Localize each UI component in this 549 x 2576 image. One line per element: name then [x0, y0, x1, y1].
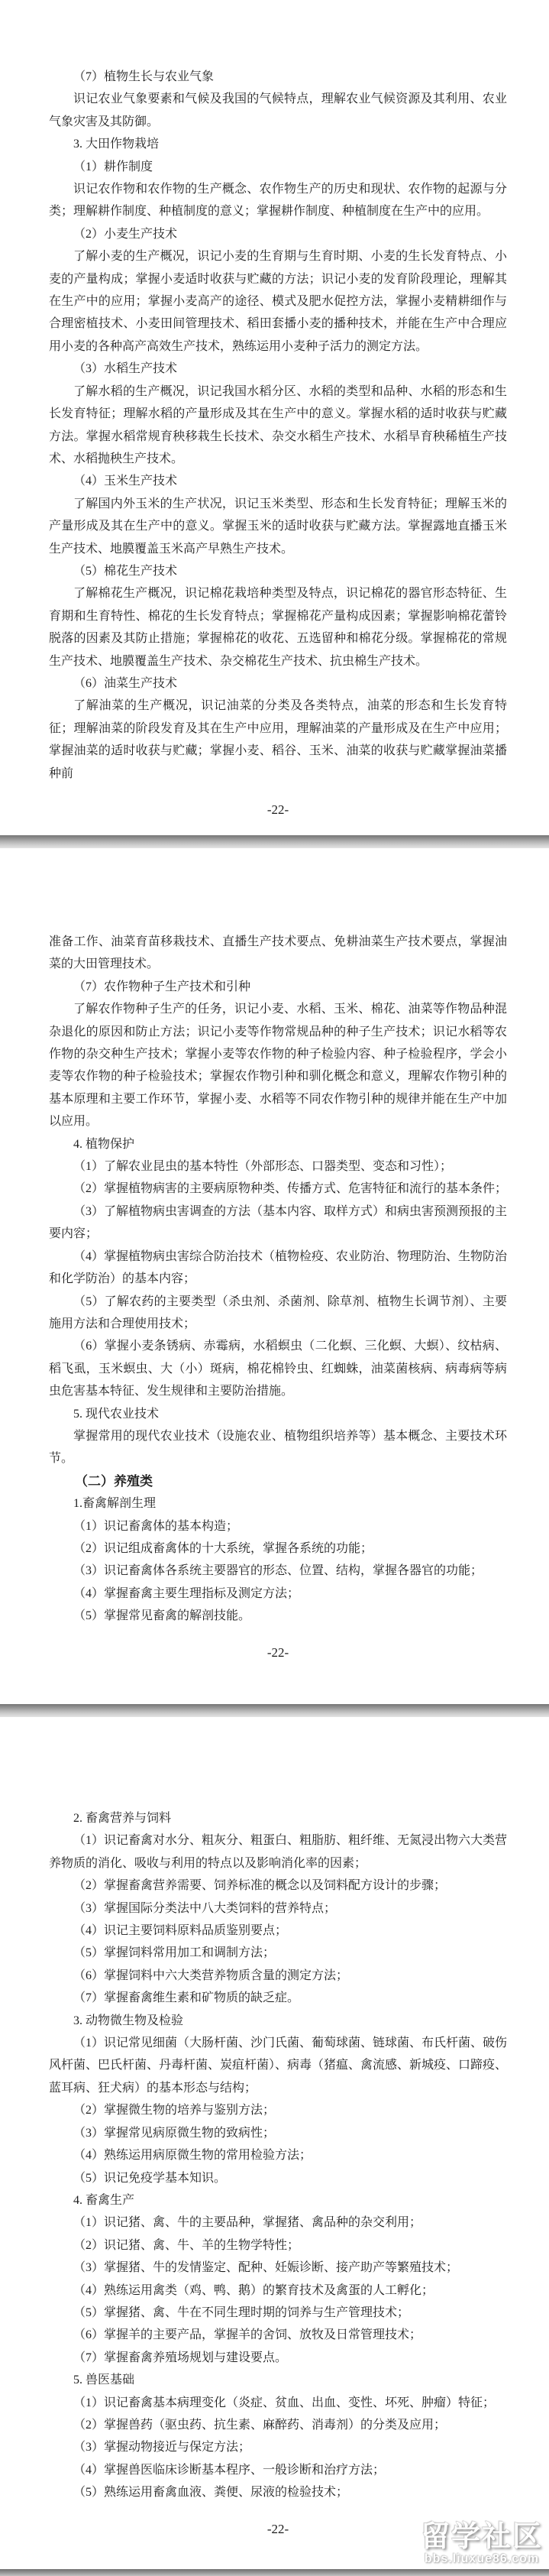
paragraph: 了解农作物种子生产的任务，识记小麦、水稻、玉米、棉花、油菜等作物品种混杂退化的原因和防止方法；识记小麦等作物常规品种的种子生产技术；识记水稻等农作物的杂交种生产技术；掌握小麦等农作物的种子检验内容、种子检验程序，学会小麦等农作物的种子检验技术；掌握农作物引种和驯化概念和意义，理解农作物引种的基本原理和主要工作环节，掌握小麦、水稻等不同农作物引种的规律并能在生产中加以应用。	[49, 1003, 507, 1129]
paragraph: （4）熟练运用禽类（鸡、鸭、鹅）的繁育技术及禽蛋的人工孵化；	[73, 2283, 434, 2297]
paragraph: 了解水稻的生产概况，识记我国水稻分区、水稻的类型和品种、水稻的形态和生长发育特征；理解水稻的产量形成及其在生产中的意义。掌握水稻的适时收获与贮藏方法。掌握水稻常规育秧移栽生长技术、杂交水稻生产技术、水稻旱育秧稀植生产技术、水稻抛秧生产技术。	[49, 384, 507, 465]
paragraph: （7）农作物种子生产技术和引种	[73, 980, 251, 993]
paragraph: （4）玉米生产技术	[73, 475, 178, 488]
paragraph: 1.畜禽解剖生理	[73, 1497, 157, 1511]
paragraph: 2. 畜禽营养与饲料	[73, 1812, 172, 1825]
page-1	[0, 0, 549, 835]
paragraph: （3）掌握常见病原微生物的致病性；	[73, 2126, 276, 2140]
paragraph: （2）识记猪、禽、牛、羊的生物学特性；	[73, 2238, 300, 2252]
bottom-bar	[0, 2569, 549, 2576]
paragraph: （3）掌握国际分类法中八大类饲料的营养特点；	[73, 1901, 337, 1915]
paragraph: （7）植物生长与农业气象	[73, 70, 215, 83]
paragraph: （4）掌握兽医临床诊断基本程序、一般诊断和治疗方法；	[73, 2463, 386, 2477]
paragraph: （3）识记畜禽体各系统主要器官的形态、位置、结构，掌握各器官的功能；	[73, 1564, 483, 1578]
paragraph: 了解小麦的生产概况，识记小麦的生育期与生育时期、小麦的生长发育特点、小麦的产量构成；掌握小麦适时收获与贮藏的方法；识记小麦的发育阶段理论，理解其在生产中的应用；掌握小麦高产的途径、模式及肥水促控方法，掌握小麦精耕细作与合理密植技术、小麦田间管理技术、稻田套播小麦的播种技术，并能在生产中合理应用小麦的各种高产高效生产技术，熟练运用小麦种子活力的测定方法。	[49, 250, 507, 353]
paragraph: （1）了解农业昆虫的基本特性（外部形态、口器类型、变态和习性）；	[73, 1160, 453, 1174]
watermark-url: bbs.liuxue86.com	[424, 2552, 540, 2565]
paragraph: 了解棉花生产概况，识记棉花栽培种类型及特点，识记棉花的器官形态特征、生育期和生育特性、棉花的生长发育特点；掌握棉花产量构成因素；掌握影响棉花蕾铃脱落的因素及其防止措施；掌握棉花的收花、五选留种和棉花分级。掌握棉花的常规生产技术、地膜覆盖生产技术、杂交棉花生产技术、抗虫棉生产技术。	[49, 587, 507, 668]
paragraph: 3. 大田作物栽培	[73, 138, 160, 151]
paragraph: 5. 兽医基础	[73, 2373, 135, 2387]
paragraph: 3. 动物微生物及检验	[73, 2014, 184, 2027]
paragraph: （1）识记畜禽对水分、粗灰分、粗蛋白、粗脂肪、粗纤维、无氮浸出物六大类营养物质的消化、吸收与利用的特点以及影响消化率的因素；	[49, 1834, 508, 1870]
paragraph: （5）识记免疫学基本知识。	[73, 2171, 227, 2185]
paragraph: （2）小麦生产技术	[73, 227, 178, 241]
paragraph: 了解油菜的生产概况，识记油菜的分类及各类特点，油菜的形态和生长发育特征；理解油菜的阶段发育及其在生产中应用，理解油菜的产量形成及在生产中应用；掌握油菜的适时收获与贮藏；掌握小麦、稻谷、玉米、油菜的收获与贮藏掌握油菜播种前	[49, 699, 507, 780]
paragraph: （5）棉花生产技术	[73, 564, 178, 578]
paragraph: （5）了解农药的主要类型（杀虫剂、杀菌剂、除草剂、植物生长调节剂）、主要施用方法和合理使用技术；	[49, 1294, 507, 1330]
paragraph: 4. 畜禽生产	[73, 2193, 135, 2207]
paragraph: （3）水稻生产技术	[73, 362, 178, 376]
page-3-content	[49, 1807, 507, 2504]
paragraph: （4）掌握植物病虫害综合防治技术（植物检疫、农业防治、物理防治、生物防治和化学防治）的基本内容；	[49, 1249, 508, 1286]
paragraph: （5）掌握常见畜禽的解剖技能。	[73, 1609, 251, 1623]
paragraph: （2）识记组成畜禽体的十大系统，掌握各系统的功能；	[73, 1541, 373, 1555]
paragraph: （3）掌握猪、牛的发情鉴定、配种、妊娠诊断、接产助产等繁殖技术；	[73, 2261, 459, 2275]
page-2-content	[49, 931, 507, 1628]
paragraph: （2）掌握微生物的培养与鉴别方法；	[73, 2104, 276, 2118]
paragraph: （6）掌握饲料中六大类营养物质含量的测定方法；	[73, 1968, 349, 1982]
page-number: -22-	[266, 1644, 289, 1660]
paragraph: 识记农作物和农作物的生产概念、农作物生产的历史和现状、农作物的起源与分类；理解耕作制度、种植制度的意义；掌握耕作制度、种植制度在生产中的应用。	[49, 183, 507, 219]
paragraph: （1）识记常见细菌（大肠杆菌、沙门氏菌、葡萄球菌、链球菌、布氏杆菌、破伤风杆菌、巴氏杆菌、丹毒杆菌、炭疽杆菌）、病毒（猪瘟、禽流感、新城疫、口蹄疫、蓝耳病、狂犬病）的基本形态与结构；	[49, 2036, 508, 2095]
page-divider-1	[0, 835, 549, 848]
paragraph: （二）养殖类	[75, 1473, 153, 1489]
paragraph: （4）识记主要饲料原料品质鉴别要点；	[73, 1924, 288, 1938]
paragraph: 识记农业气象要素和气候及我国的气候特点，理解农业气候资源及其利用、农业气象灾害及其防御。	[49, 92, 507, 128]
paragraph: 准备工作、油菜育苗移栽技术、直播生产技术要点、免耕油菜生产技术要点，掌握油菜的大田管理技术。	[49, 935, 507, 971]
page-3	[0, 1717, 549, 2569]
paragraph: （4）熟练运用病原微生物的常用检验方法；	[73, 2149, 312, 2163]
paragraph: （1）耕作制度	[73, 160, 153, 173]
page-2	[0, 848, 549, 1704]
paragraph: （2）掌握植物病害的主要病原物种类、传播方式、危害特征和流行的基本条件；	[73, 1182, 508, 1196]
page-divider-2	[0, 1704, 549, 1717]
paragraph: （1）识记猪、禽、牛的主要品种，掌握猪、禽品种的杂交利用；	[73, 2216, 422, 2230]
paragraph: （3）掌握动物接近与保定方法；	[73, 2441, 251, 2454]
paragraph: 4. 植物保护	[73, 1137, 135, 1151]
page-number: -22-	[266, 2521, 289, 2536]
page-1-content	[49, 66, 507, 785]
paragraph: （2）掌握兽药（驱虫药、抗生素、麻醉药、消毒剂）的分类及应用；	[73, 2418, 447, 2432]
paragraph: 5. 现代农业技术	[73, 1407, 160, 1421]
paragraph: （7）掌握畜禽维生素和矿物质的缺乏症。	[73, 1991, 300, 2005]
paragraph: （5）熟练运用畜禽血液、粪便、尿液的检验技术；	[73, 2486, 349, 2500]
paragraph: （7）掌握畜禽养殖场规划与建设要点。	[73, 2351, 288, 2364]
paragraph: （4）掌握畜禽主要生理指标及测定方法；	[73, 1586, 300, 1600]
paragraph: （3）了解植物病虫害调查的方法（基本内容、取样方式）和病虫害预测预报的主要内容；	[49, 1204, 508, 1241]
paragraph: 掌握常用的现代农业技术（设施农业、植物组织培养等）基本概念、主要技术环节。	[49, 1429, 507, 1466]
paragraph: （6）掌握小麦条锈病、赤霉病，水稻螟虫（二化螟、三化螟、大螟）、纹枯病、稻飞虱，玉米螟虫、大（小）斑病，棉花棉铃虫、红蜘蛛，油菜菌核病、病毒病等病虫危害基本特征、发生规律和主要防治措施。	[49, 1340, 507, 1398]
paragraph: （6）油菜生产技术	[73, 676, 178, 690]
page-number: -22-	[266, 802, 289, 817]
paragraph: （1）识记畜禽体的基本构造；	[73, 1519, 239, 1533]
paragraph: 了解国内外玉米的生产状况，识记玉米类型、形态和生长发育特征；理解玉米的产量形成及其在生产中的意义。掌握玉米的适时收获与贮藏方法。掌握露地直播玉米生产技术、地膜覆盖玉米高产早熟生产技术。	[49, 497, 507, 556]
paragraph: （5）掌握饲料常用加工和调制方法；	[73, 1946, 276, 1960]
watermark-logo-text: 留学社区	[420, 2521, 543, 2553]
paragraph: （2）掌握畜禽营养需要、饲养标准的概念以及饲料配方设计的步骤；	[73, 1879, 447, 1893]
paragraph: （6）掌握羊的主要产品，掌握羊的舍饲、放牧及日常管理技术；	[73, 2328, 422, 2342]
paragraph: （5）掌握猪、禽、牛在不同生理时期的饲养与生产管理技术；	[73, 2305, 410, 2319]
paragraph: （1）识记畜禽基本病理变化（炎症、贫血、出血、变性、坏死、肿瘤）特征；	[73, 2396, 496, 2409]
